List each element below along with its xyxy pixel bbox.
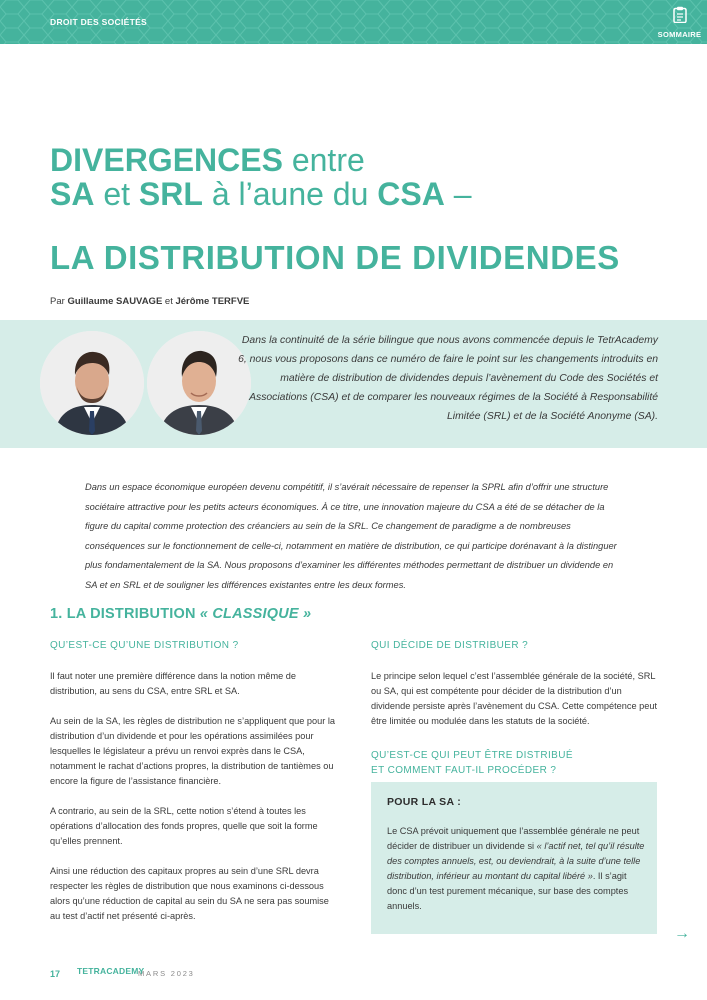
right-subheading-2-line-1: QU’EST-CE QUI PEUT ÊTRE DISTRIBUÉ (371, 750, 573, 761)
title-csa: CSA (377, 176, 445, 212)
title-aune: à l’aune du (202, 176, 378, 212)
page-number: 17 (50, 969, 61, 979)
sa-box-quote: « l’actif net, tel qu’il résulte des comptes annuels, est, ou deviendrait, à la suite d’une telle distribution, inférieur au montant du capital libéré » (387, 841, 645, 881)
author-2: Jérôme TERFVE (175, 296, 250, 307)
left-paragraph-1: Il faut noter une première différence dans la notion même de distribution, au sens du CSA, entre SRL et SA. (50, 671, 296, 696)
right-subheading-2 (371, 748, 658, 778)
arrow-right-icon: → (674, 925, 690, 942)
author-1-portrait (40, 331, 144, 435)
sa-box-text-before: Le CSA prévoit uniquement que l’assemblée générale ne peut décider de distribuer un dividende si (387, 826, 640, 851)
right-subheading-1: QUI DÉCIDE DE DISTRIBUER ? (371, 640, 529, 651)
byline-conj: et (162, 296, 176, 307)
title-et: et (94, 176, 139, 212)
left-paragraph-4: Ainsi une réduction des capitaux propres au sein d’une SRL devra respecter les règles de distribution que nous examinons ci-dessous alors qu’une réduction de capital au sein du SA ne sera pas soumise au test d’actif net présenté ci-après. (50, 866, 329, 921)
section-1-heading (50, 606, 311, 622)
issue-date: MARS 2023 (138, 969, 195, 978)
left-paragraph-2: Au sein de la SA, les règles de distribution ne s’appliquent que pour la distribution d’un dividende et pour les opérations assimilées pour lesquelles le législateur a prévu un renvoi exprès dans le CSA, notamment le rachat d’actions propres, la distribution de tantièmes ou encore la figure de l’assistance financière. (50, 716, 335, 786)
title-line-1 (50, 143, 670, 177)
intro-text: Dans la continuité de la série bilingue que nous avons commencée depuis le TetrAcademy 6, nous vous proposons dans ce numéro de faire le point sur les changements introduits en matière de distribution de dividendes depuis l’avènement du Code des Sociétés et Associations (CSA) et de comparer les nouveaux régimes de la Société à Responsabilité Limitée (SRL) et de la Société Anonyme (SA). (238, 335, 658, 422)
right-column (371, 638, 658, 778)
sa-box-text (387, 824, 645, 914)
sa-box (371, 782, 657, 934)
next-page-button[interactable] (674, 925, 690, 943)
section-1-heading-text: 1. LA DISTRIBUTION (50, 606, 200, 622)
section-1-heading-italic: « CLASSIQUE » (199, 606, 312, 622)
author-1: Guillaume SAUVAGE (67, 296, 163, 307)
page-header (0, 0, 707, 44)
left-column (50, 638, 337, 939)
sa-box-text-after: . Il s’agit donc d’un test purement mécanique, sur base des comptes annuels. (387, 871, 629, 911)
article-title (50, 143, 670, 277)
left-paragraph-3: A contrario, au sein de la SRL, cette notion s’étend à toutes les opérations d’allocation des fonds propres, quelle que soit la forme qu’elles prennent. (50, 806, 318, 846)
page-footer (50, 966, 350, 988)
right-paragraph-1: Le principe selon lequel c’est l’assemblée générale de la société, SRL ou SA, qui est compétente pour décider de la distribution d’un dividende persiste après l’avènement du CSA. Cette compétence peut être limitée ou modulée dans les statuts de la société. (371, 671, 658, 726)
sa-box-title: POUR LA SA : (387, 796, 461, 808)
title-line-3: LA DISTRIBUTION DE DIVIDENDES (50, 239, 620, 276)
sommaire-button[interactable] (652, 6, 707, 39)
section-label: DROIT DES SOCIÉTÉS (50, 17, 148, 27)
byline (50, 296, 249, 307)
right-subheading-2-line-2: ET COMMENT FAUT-IL PROCÉDER ? (371, 765, 557, 776)
title-entre: entre (282, 142, 365, 178)
sommaire-label: SOMMAIRE (657, 30, 702, 39)
left-subheading: QU’EST-CE QU’UNE DISTRIBUTION ? (50, 640, 239, 651)
byline-prefix: Par (50, 296, 68, 307)
author-photo-1 (40, 331, 144, 435)
title-line-2 (50, 177, 670, 211)
title-srl: SRL (138, 176, 203, 212)
lead-paragraph: Dans un espace économique européen devenu compétitif, il s’avérait nécessaire de repenser la SPRL afin d’offrir une structure sociétaire attractive pour les petits acteurs économiques. À ce titre, une innovation majeure du CSA a été de se détacher de la figure du capital comme protection des créanciers au sein de la SRL. Ce changement de paradigme a de nombreuses conséquences sur le fonctionnement de celle-ci, notamment en matière de distribution, ce qui participe dorénavant à la distinguer plus fondamentalement de la SA. Nous proposons d’examiner les différentes méthodes permettant de distribuer un dividende en SA et en SRL et de souligner les différences existantes entre les deux formes. (85, 482, 617, 590)
title-sa: SA (50, 176, 95, 212)
tetracademy-logo: TETRACADEMY (77, 966, 145, 976)
title-dash: – (444, 176, 472, 212)
title-divergences: DIVERGENCES (50, 142, 283, 178)
clipboard-icon (673, 6, 687, 23)
